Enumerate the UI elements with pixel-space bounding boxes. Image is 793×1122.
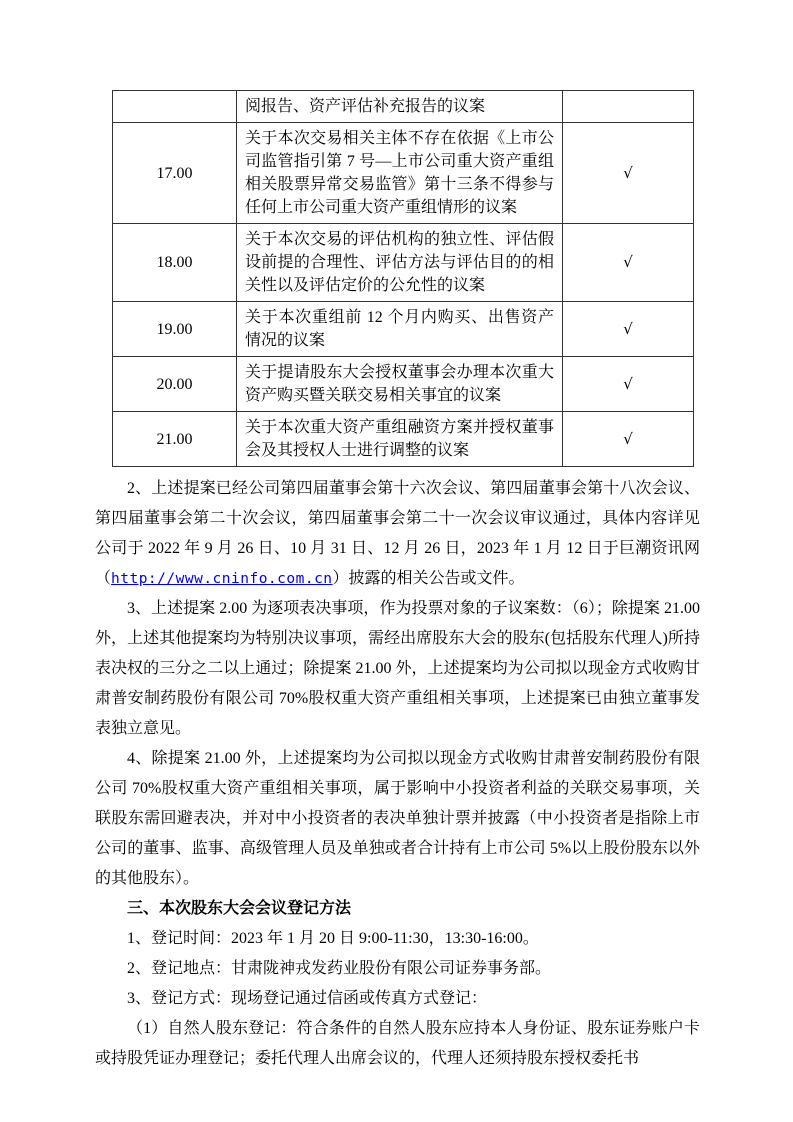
check-icon: √ xyxy=(623,374,633,393)
table-row xyxy=(113,224,694,302)
paragraph-text: 2、上述提案已经公司第四届董事会第十六次会议、第四届董事会第十八次会议、第四届董事会第二十次会议，第四届董事会第二十一次会议审议通过，具体内容详见公司于 2022 年 9 月 26 日、10 月 31 日、12 月 26 日，2023 年 1 月 12 日于巨潮资讯网（ xyxy=(95,480,700,587)
check-icon: √ xyxy=(623,429,633,448)
document-body xyxy=(95,474,700,1074)
cninfo-website-link[interactable]: http://www.cninfo.com.cn xyxy=(111,571,333,587)
proposal-code-cell: 20.00 xyxy=(113,357,237,412)
paragraph-board-approval xyxy=(95,474,700,594)
table-row xyxy=(113,412,694,467)
table-row xyxy=(113,357,694,412)
vote-check-cell xyxy=(563,91,694,123)
table-row xyxy=(113,123,694,224)
vote-check-cell xyxy=(563,302,694,357)
proposal-name-cell: 关于本次重组前 12 个月内购买、出售资产情况的议案 xyxy=(237,302,563,357)
paragraph-voting-rules: 3、上述提案 2.00 为逐项表决事项，作为投票对象的子议案数：（6）；除提案 21.00 外，上述其他提案均为特别决议事项，需经出席股东大会的股东(包括股东代理人)所持表决权的三分之二以上通过；除提案 21.00 外，上述提案均为公司拟以现金方式收购甘肃普安制药股份有限公司 70%股权重大资产重组相关事项，上述提案已由独立董事发表独立意见。 xyxy=(95,600,700,737)
table-row xyxy=(113,302,694,357)
registration-method-item: 3、登记方式：现场登记通过信函或传真方式登记： xyxy=(127,990,488,1007)
paragraph-text: ）披露的相关公告或文件。 xyxy=(332,570,525,587)
proposal-code-cell xyxy=(113,91,237,123)
vote-check-cell xyxy=(563,123,694,224)
proposal-code-cell: 18.00 xyxy=(113,224,237,302)
check-icon: √ xyxy=(623,319,633,338)
registration-place-item: 2、登记地点：甘肃陇神戎发药业股份有限公司证券事务部。 xyxy=(127,960,552,977)
registration-time-item: 1、登记时间：2023 年 1 月 20 日 9:00-11:30，13:30-16:00。 xyxy=(127,930,539,947)
proposal-name-cell: 关于提请股东大会授权董事会办理本次重大资产购买暨关联交易相关事宜的议案 xyxy=(237,357,563,412)
proposal-code-cell: 19.00 xyxy=(113,302,237,357)
vote-check-cell xyxy=(563,357,694,412)
vote-check-cell xyxy=(563,412,694,467)
proposal-name-cell: 关于本次交易的评估机构的独立性、评估假设前提的合理性、评估方法与评估目的的相关性以及评估定价的公允性的议案 xyxy=(237,224,563,302)
proposal-name-cell: 阅报告、资产评估补充报告的议案 xyxy=(237,91,563,123)
paragraph-related-transaction: 4、除提案 21.00 外，上述提案均为公司拟以现金方式收购甘肃普安制药股份有限公司 70%股权重大资产重组相关事项，属于影响中小投资者利益的关联交易事项，关联股东需回避表决，并对中小投资者的表决单独计票并披露（中小投资者是指除上市公司的董事、监事、高级管理人员及单独或者合计持有上市公司 5%以上股份股东以外的其他股东）。 xyxy=(95,750,700,887)
proposal-table xyxy=(112,90,694,467)
proposal-code-cell: 21.00 xyxy=(113,412,237,467)
check-icon: √ xyxy=(623,253,633,271)
proposal-code-cell: 17.00 xyxy=(113,123,237,224)
check-icon: √ xyxy=(623,163,633,182)
proposal-name-cell: 关于本次交易相关主体不存在依据《上市公司监管指引第 7 号—上市公司重大资产重组相关股票异常交易监管》第十三条不得参与任何上市公司重大资产重组情形的议案 xyxy=(237,123,563,224)
proposal-name-cell: 关于本次重大资产重组融资方案并授权董事会及其授权人士进行调整的议案 xyxy=(237,412,563,467)
table-row xyxy=(113,91,694,123)
section-heading-registration-method: 三、本次股东大会会议登记方法 xyxy=(127,900,352,917)
paragraph-natural-person-registration: （1）自然人股东登记：符合条件的自然人股东应持本人身份证、股东证券账户卡或持股凭证办理登记；委托代理人出席会议的，代理人还须持股东授权委托书 xyxy=(95,1020,700,1067)
vote-check-cell xyxy=(563,224,694,302)
